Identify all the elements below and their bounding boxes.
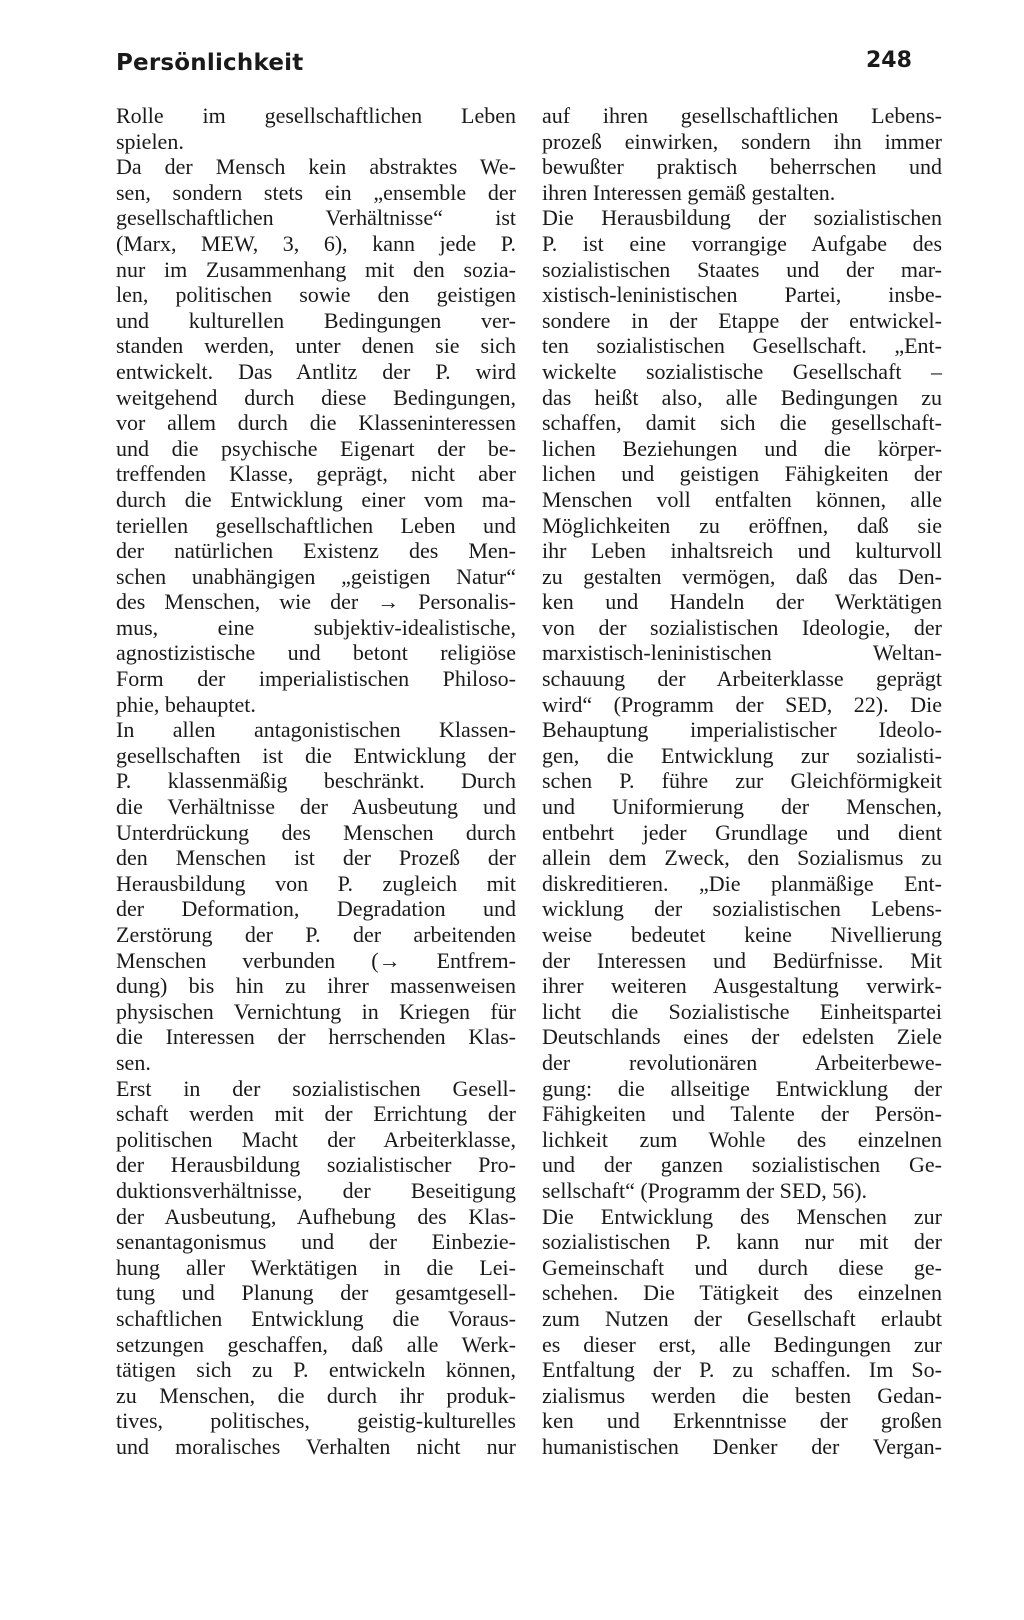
page-number: 248	[866, 48, 912, 73]
text-line: setzungen geschaffen, daß alle Werk-	[116, 1331, 516, 1357]
text-line: zu gestalten vermögen, daß das Den-	[542, 563, 942, 589]
text-line: wickelte sozialistische Gesellschaft –	[542, 358, 942, 384]
text-line: gung: die allseitige Entwicklung der	[542, 1075, 942, 1101]
text-line: weitgehend durch diese Bedingungen,	[116, 384, 516, 410]
text-line: die Verhältnisse der Ausbeutung und	[116, 794, 516, 820]
text-line: der natürlichen Existenz des Men-	[116, 538, 516, 564]
text-line: vor allem durch die Klasseninteressen	[116, 410, 516, 436]
text-line: ten sozialistischen Gesellschaft. „Ent-	[542, 333, 942, 359]
text-line: tives, politisches, geistig-kulturelles	[116, 1408, 516, 1434]
text-line: sozialistischen P. kann nur mit der	[542, 1229, 942, 1255]
text-line: P. ist eine vorrangige Aufgabe des	[542, 230, 942, 256]
text-line: zum Nutzen der Gesellschaft erlaubt	[542, 1305, 942, 1331]
text-line: Rolle im gesellschaftlichen Leben	[116, 103, 516, 128]
text-line: schehen. Die Tätigkeit des einzelnen	[542, 1280, 942, 1306]
text-line: schen P. führe zur Gleichförmigkeit	[542, 768, 942, 794]
text-line: zu Menschen, die durch ihr produk-	[116, 1382, 516, 1408]
text-line: wicklung der sozialistischen Lebens-	[542, 896, 942, 922]
text-line: und der ganzen sozialistischen Ge-	[542, 1152, 942, 1178]
text-line: mus, eine subjektiv-idealistische,	[116, 614, 516, 640]
text-line: ihren Interessen gemäß gestalten.	[542, 179, 836, 205]
text-line: Da der Mensch kein abstraktes We-	[116, 154, 516, 180]
text-line: auf ihren gesellschaftlichen Lebens-	[542, 103, 942, 128]
text-line: Unterdrückung des Menschen durch	[116, 819, 516, 845]
text-line: schaftlichen Entwicklung die Voraus-	[116, 1305, 516, 1331]
text-line: Menschen verbunden (→ Entfrem-	[116, 947, 516, 973]
text-line: diskreditieren. „Die planmäßige Ent-	[542, 870, 942, 896]
text-column-left	[116, 103, 516, 1459]
text-line: der revolutionären Arbeiterbewe-	[542, 1049, 942, 1075]
text-line: Möglichkeiten zu eröffnen, daß sie	[542, 512, 942, 538]
text-line: sozialistischen Staates und der mar-	[542, 256, 942, 282]
text-line: nur im Zusammenhang mit den sozia-	[116, 256, 516, 282]
text-line: ihrer weiteren Ausgestaltung verwirk-	[542, 973, 942, 999]
text-line: Entfaltung der P. zu schaffen. Im So-	[542, 1357, 942, 1383]
text-line: und moralisches Verhalten nicht nur	[116, 1433, 516, 1459]
text-line: des Menschen, wie der → Personalis-	[116, 589, 516, 615]
text-line: der Ausbeutung, Aufhebung des Klas-	[116, 1203, 516, 1229]
text-line: der Interessen und Bedürfnisse. Mit	[542, 947, 942, 973]
text-line: sen.	[116, 1049, 151, 1075]
text-line: Zerstörung der P. der arbeitenden	[116, 922, 516, 947]
text-line: und die psychische Eigenart der be-	[116, 435, 516, 461]
text-line: prozeß einwirken, sondern ihn immer	[542, 128, 942, 154]
text-line: gesellschaften ist die Entwicklung der	[116, 742, 516, 768]
text-line: licht die Sozialistische Einheitspartei	[542, 998, 942, 1024]
text-line: weise bedeutet keine Nivellierung	[542, 922, 942, 947]
text-line: xistisch-leninistischen Partei, insbe-	[542, 282, 942, 308]
text-line: Deutschlands eines der edelsten Ziele	[542, 1024, 942, 1050]
text-line: Die Entwicklung des Menschen zur	[542, 1203, 942, 1229]
text-line: schaffen, damit sich die gesellschaft-	[542, 410, 942, 436]
text-line: humanistischen Denker der Vergan-	[542, 1433, 942, 1459]
text-line: schaft werden mit der Errichtung der	[116, 1101, 516, 1127]
text-line: (Marx, MEW, 3, 6), kann jede P.	[116, 230, 516, 256]
text-line: allein dem Zweck, den Sozialismus zu	[542, 845, 942, 871]
text-line: bewußter praktisch beherrschen und	[542, 154, 942, 180]
text-line: Form der imperialistischen Philoso-	[116, 666, 516, 692]
text-line: teriellen gesellschaftlichen Leben und	[116, 512, 516, 538]
text-line: wird“ (Programm der SED, 22). Die	[542, 691, 942, 717]
text-line: entbehrt jeder Grundlage und dient	[542, 819, 942, 845]
running-header-title: Persönlichkeit	[116, 50, 304, 76]
text-line: politischen Macht der Arbeiterklasse,	[116, 1126, 516, 1152]
text-line: marxistisch-leninistischen Weltan-	[542, 640, 942, 666]
text-line: Gemeinschaft und durch diese ge-	[542, 1254, 942, 1280]
text-line: schauung der Arbeiterklasse geprägt	[542, 666, 942, 692]
text-line: lichen und geistigen Fähigkeiten der	[542, 461, 942, 487]
text-line: treffenden Klasse, geprägt, nicht aber	[116, 461, 516, 487]
text-line: den Menschen ist der Prozeß der	[116, 845, 516, 871]
text-line: tätigen sich zu P. entwickeln können,	[116, 1357, 516, 1383]
text-line: ken und Erkenntnisse der großen	[542, 1408, 942, 1434]
text-line: Herausbildung von P. zugleich mit	[116, 870, 516, 896]
text-column-right	[542, 103, 942, 1459]
text-line: das heißt also, alle Bedingungen zu	[542, 384, 942, 410]
text-line: ihr Leben inhaltsreich und kulturvoll	[542, 538, 942, 564]
text-line: durch die Entwicklung einer vom ma-	[116, 486, 516, 512]
text-line: len, politischen sowie den geistigen	[116, 282, 516, 308]
text-line: lichkeit zum Wohle des einzelnen	[542, 1126, 942, 1152]
text-line: Die Herausbildung der sozialistischen	[542, 205, 942, 231]
text-line: Fähigkeiten und Talente der Persön-	[542, 1101, 942, 1127]
text-line: duktionsverhältnisse, der Beseitigung	[116, 1177, 516, 1203]
text-line: schen unabhängigen „geistigen Natur“	[116, 563, 516, 589]
text-line: von der sozialistischen Ideologie, der	[542, 614, 942, 640]
text-line: es dieser erst, alle Bedingungen zur	[542, 1331, 942, 1357]
text-line: lichen Beziehungen und die körper-	[542, 435, 942, 461]
text-line: agnostizistische und betont religiöse	[116, 640, 516, 666]
text-line: entwickelt. Das Antlitz der P. wird	[116, 358, 516, 384]
text-line: und Uniformierung der Menschen,	[542, 794, 942, 820]
text-line: die Interessen der herrschenden Klas-	[116, 1024, 516, 1050]
text-line: gesellschaftlichen Verhältnisse“ ist	[116, 205, 516, 231]
text-line: dung) bis hin zu ihrer massenweisen	[116, 973, 516, 999]
text-line: der Herausbildung sozialistischer Pro-	[116, 1152, 516, 1178]
text-line: der Deformation, Degradation und	[116, 896, 516, 922]
text-line: und kulturellen Bedingungen ver-	[116, 307, 516, 333]
text-line: physischen Vernichtung in Kriegen für	[116, 998, 516, 1024]
text-line: ken und Handeln der Werktätigen	[542, 589, 942, 615]
text-line: Behauptung imperialistischer Ideolo-	[542, 717, 942, 743]
text-line: standen werden, unter denen sie sich	[116, 333, 516, 359]
text-line: gen, die Entwicklung zur sozialisti-	[542, 742, 942, 768]
text-line: sen, sondern stets ein „ensemble der	[116, 179, 516, 205]
text-line: Menschen voll entfalten können, alle	[542, 486, 942, 512]
text-line: Erst in der sozialistischen Gesell-	[116, 1075, 516, 1101]
text-line: sondere in der Etappe der entwickel-	[542, 307, 942, 333]
text-line: phie, behauptet.	[116, 691, 256, 717]
text-line: tung und Planung der gesamtgesell-	[116, 1280, 516, 1306]
text-line: senantagonismus und der Einbezie-	[116, 1229, 516, 1255]
text-line: zialismus werden die besten Gedan-	[542, 1382, 942, 1408]
text-line: sellschaft“ (Programm der SED, 56).	[542, 1177, 868, 1203]
text-line: hung aller Werktätigen in die Lei-	[116, 1254, 516, 1280]
text-line: In allen antagonistischen Klassen-	[116, 717, 516, 743]
text-line: P. klassenmäßig beschränkt. Durch	[116, 768, 516, 794]
text-line: spielen.	[116, 128, 184, 154]
